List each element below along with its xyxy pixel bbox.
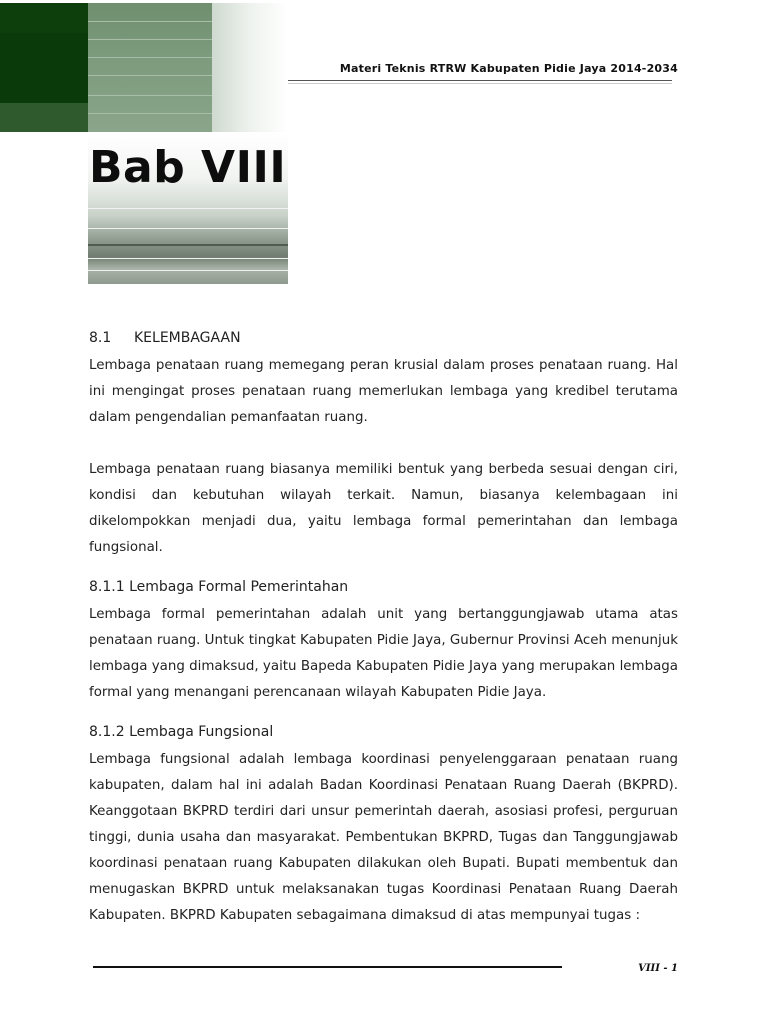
paragraph: Lembaga penataan ruang memegang peran krusial dalam proses penataan ruang. Hal ini mengingat proses penataan ruang memerlukan lembaga yang kredibel terutama dalam pengendalian pemanfaatan ruang. (89, 358, 678, 425)
chapter-title: Bab VIII (89, 142, 287, 193)
page-number: VIII - 1 (638, 963, 678, 974)
header-decoration-dark-block (0, 33, 88, 103)
header-decoration-dark-block (0, 103, 88, 132)
section-heading (89, 325, 678, 351)
document-header-title: Materi Teknis RTRW Kabupaten Pidie Jaya 2014-2034 (339, 62, 678, 75)
header-decoration-green-block (88, 3, 212, 132)
header-divider-light (288, 83, 672, 84)
header-decoration-fade (212, 3, 288, 132)
header-decoration-dark-block (0, 3, 88, 33)
subsection-heading: 8.1.2 Lembaga Fungsional (89, 724, 274, 740)
header-divider (288, 80, 672, 81)
paragraph: Lembaga formal pemerintahan adalah unit yang bertanggungjawab utama atas penataan ruang. Untuk tingkat Kabupaten Pidie Jaya, Gubernur Provinsi Aceh menunjuk lembaga yang dimaksud, yaitu Bapeda Kabupaten Pidie Jaya yang merupakan lembaga formal yang menangani perencanaan wilayah Kabupaten Pidie Jaya. (89, 607, 678, 700)
footer-divider (93, 966, 562, 968)
section-number: 8.1 (89, 330, 112, 346)
document-body (89, 325, 678, 929)
paragraph: Lembaga fungsional adalah lembaga koordinasi penyelenggaraan penataan ruang kabupaten, dalam hal ini adalah Badan Koordinasi Penataan Ruang Daerah (BKPRD). Keanggotaan BKPRD terdiri dari unsur pemerintah daerah, asosiasi profesi, perguruan tinggi, dunia usaha dan masyarakat. Pembentukan BKPRD, Tugas dan Tanggungjawab koordinasi penataan ruang Kabupaten dilakukan oleh Bupati. Bupati membentuk dan menugaskan BKPRD untuk melaksanakan tugas Koordinasi Penataan Ruang Daerah Kabupaten. BKPRD Kabupaten sebagaimana dimaksud di atas mempunyai tugas : (89, 752, 678, 923)
section-title: KELEMBAGAAN (134, 330, 241, 346)
paragraph: Lembaga penataan ruang biasanya memiliki bentuk yang berbeda sesuai dengan ciri, kondisi dan kebutuhan wilayah terkait. Namun, biasanya kelembagaan ini dikelompokkan menjadi dua, yaitu lembaga formal pemerintahan dan lembaga fungsional. (89, 462, 678, 555)
subsection-heading: 8.1.1 Lembaga Formal Pemerintahan (89, 579, 349, 595)
